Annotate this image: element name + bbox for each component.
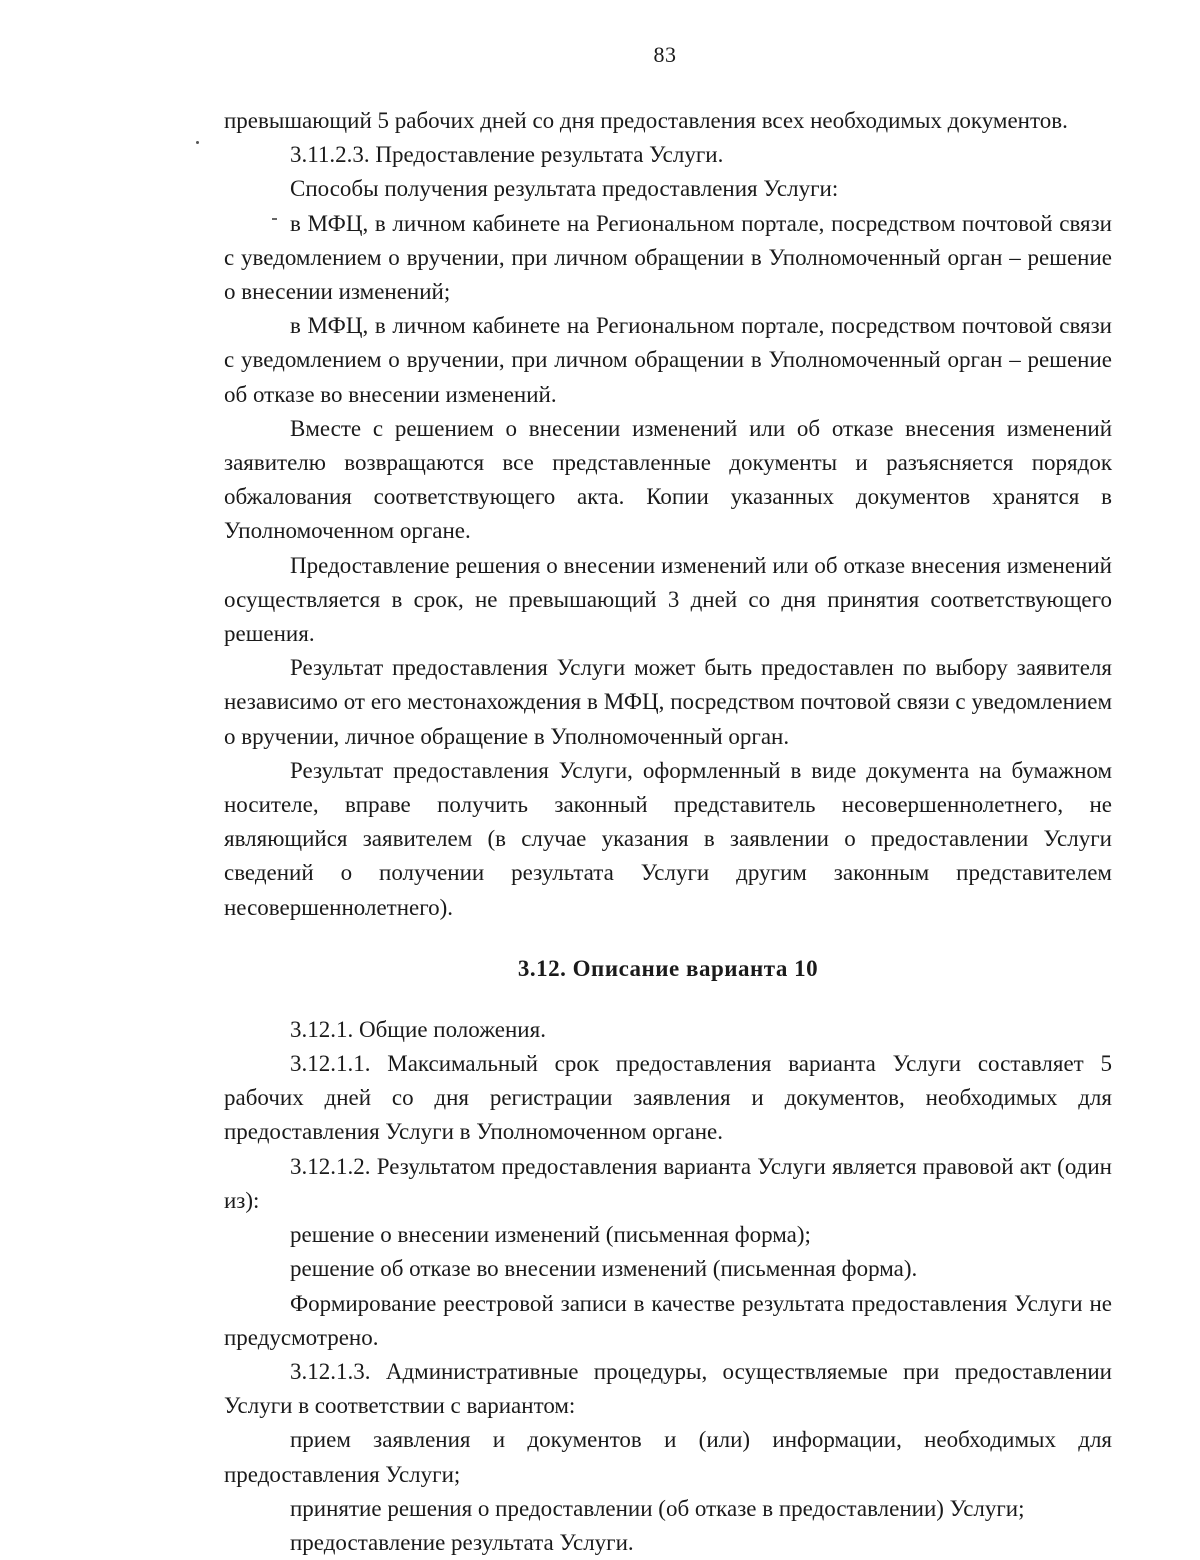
paragraph-result-choice: Результат предоставления Услуги может быть предоставлен по выбору заявителя независимо от его местонахождения в МФЦ, посредством почтовой связи с уведомлением о вручении, личное обращение в Уполномоченный орган. bbox=[224, 655, 1112, 749]
list-item-refusal: решение об отказе во внесении изменений (письменная форма). bbox=[290, 1256, 918, 1282]
document-body bbox=[224, 104, 1112, 1560]
paragraph-max-term: 3.12.1.1. Максимальный срок предоставления варианта Услуги составляет 5 рабочих дней со дня регистрации заявления и документов, необходимых для предоставления Услуги в Уполномоченном органе. bbox=[224, 1051, 1112, 1145]
paragraph-subsection-title: 3.11.2.3. Предоставление результата Услуги. bbox=[290, 142, 724, 168]
paragraph-continuation: превышающий 5 рабочих дней со дня предоставления всех необходимых документов. bbox=[224, 108, 1068, 133]
list-item-reception: прием заявления и документов и (или) информации, необходимых для предоставления Услуги; bbox=[224, 1427, 1112, 1487]
paragraph-documents-return: Вместе с решением о внесении изменений или об отказе внесения изменений заявителю возвращаются все представленные документы и разъясняется порядок обжалования соответствующего акта. Копии указанных документов хранятся в Уполномоченном органе. bbox=[224, 415, 1112, 544]
paragraph-methods-intro: Способы получения результата предоставления Услуги: bbox=[290, 176, 839, 202]
paragraph-decision-term: Предоставление решения о внесении изменений или об отказе внесения изменений осуществляется в срок, не превышающий 3 дней со дня принятия соответствующего решения. bbox=[224, 552, 1112, 647]
paragraph-legal-representative: Результат предоставления Услуги, оформленный в виде документа на бумажном носителе, вправе получить законный представитель несовершеннолетнего, не являющийся заявителем (в случае указания в заявлении о предоставлении Услуги сведений о получении результата Услуги другим законным представителем несовершеннолетнего). bbox=[224, 757, 1112, 920]
list-item-decision: принятие решения о предоставлении (об отказе в предоставлении) Услуги; bbox=[290, 1495, 1025, 1521]
paragraph-general-provisions: 3.12.1. Общие положения. bbox=[290, 1016, 546, 1042]
paragraph-result-act: 3.12.1.2. Результатом предоставления варианта Услуги является правовой акт (один из): bbox=[224, 1153, 1112, 1213]
list-item-delivery: предоставление результата Услуги. bbox=[290, 1529, 634, 1555]
paragraph-registry-record: Формирование реестровой записи в качестве результата предоставления Услуги не предусмотрено. bbox=[224, 1290, 1112, 1350]
paragraph-method-approval: в МФЦ, в личном кабинете на Региональном портале, посредством почтовой связи с уведомлением о вручении, при личном обращении в Уполномоченный орган – решение о внесении изменений; bbox=[224, 210, 1112, 305]
paragraph-admin-procedures: 3.12.1.3. Административные процедуры, осуществляемые при предоставлении Услуги в соответствии с вариантом: bbox=[224, 1358, 1112, 1419]
paragraph-method-refusal: в МФЦ, в личном кабинете на Региональном портале, посредством почтовой связи с уведомлением о вручении, при личном обращении в Уполномоченный орган – решение об отказе во внесении изменений. bbox=[224, 313, 1112, 407]
page-number: 83 bbox=[653, 42, 677, 67]
list-item-approval: решение о внесении изменений (письменная форма); bbox=[290, 1222, 811, 1248]
section-heading: 3.12. Описание варианта 10 bbox=[517, 955, 819, 981]
scan-speck bbox=[196, 141, 199, 144]
